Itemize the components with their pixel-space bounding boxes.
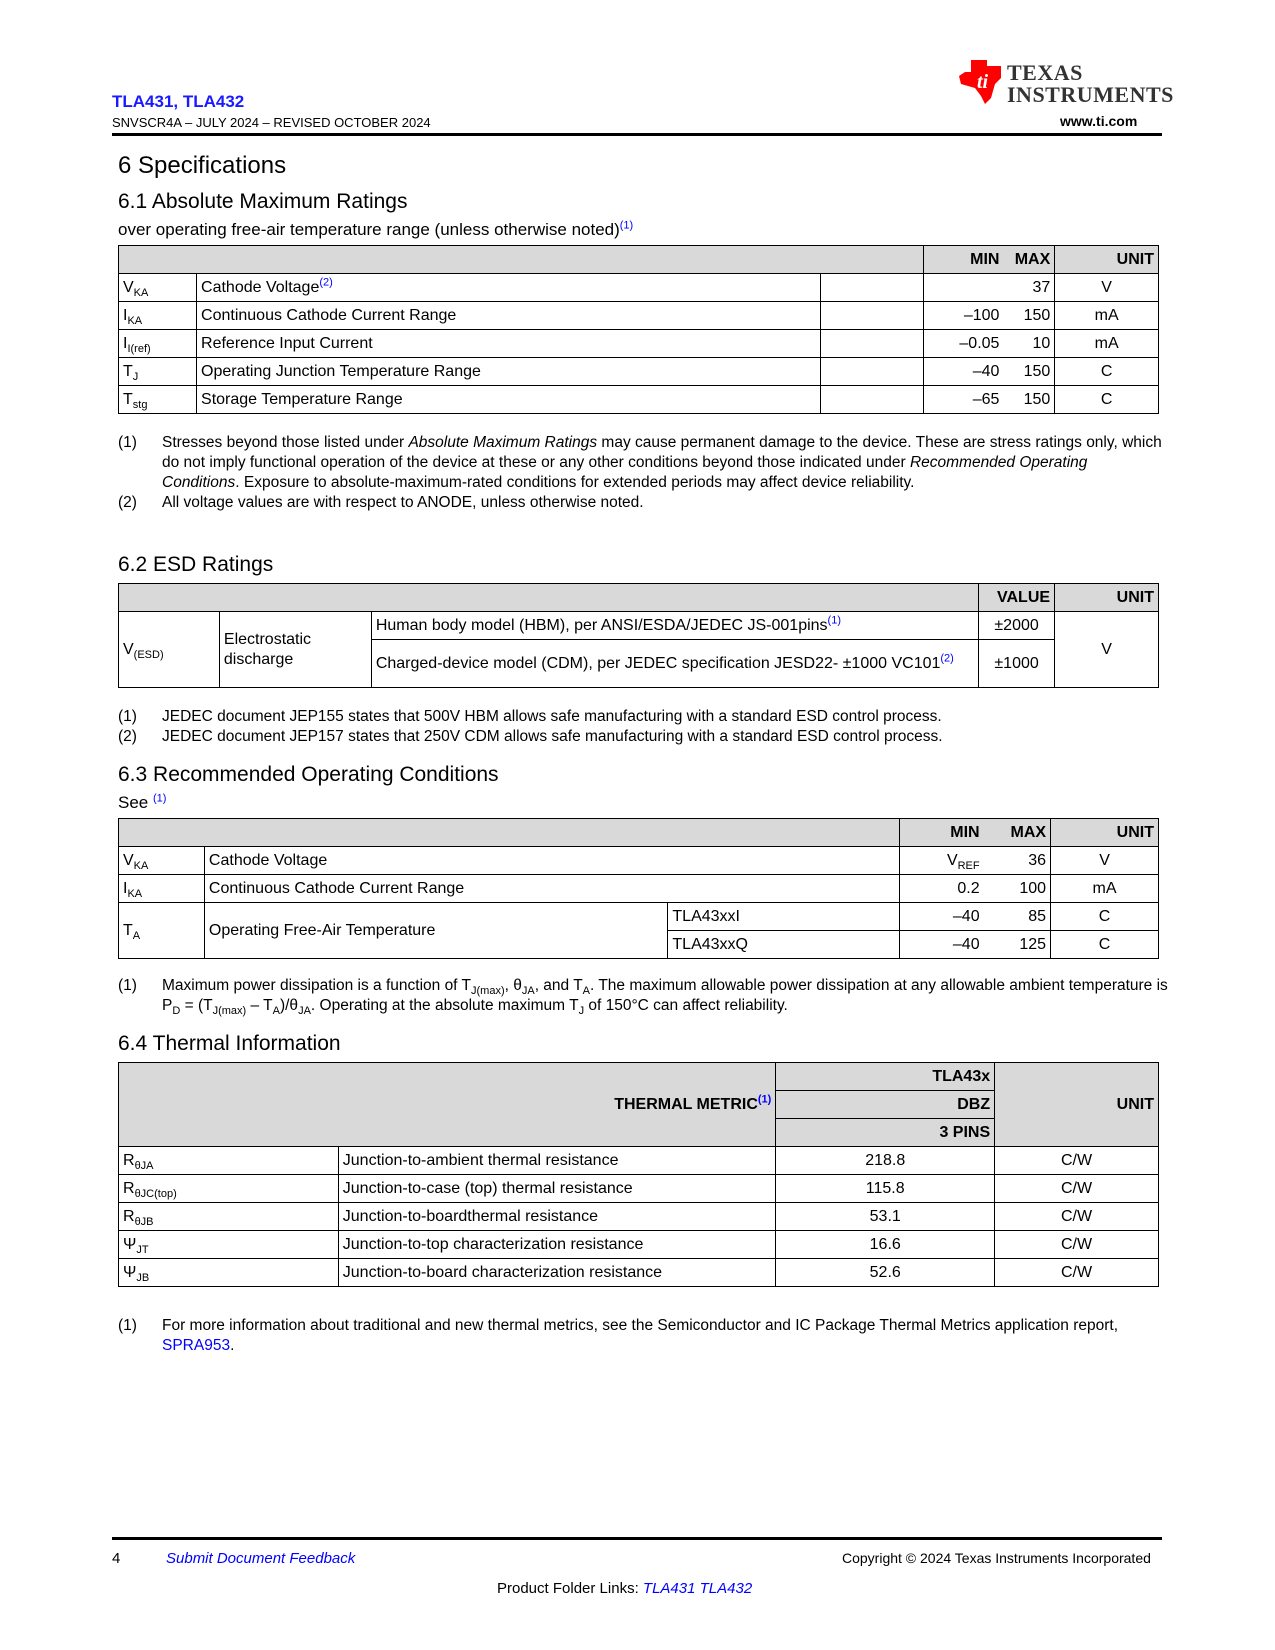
variant-cell: TLA43xxI (668, 903, 900, 931)
blank-cell (821, 358, 924, 386)
esd-value-cell: ±1000 (979, 640, 1055, 688)
footnote-ref[interactable]: (1) (619, 219, 634, 232)
symbol-cell: $V_{KA}$ (119, 274, 197, 302)
abs-max-table (118, 245, 1159, 414)
value-cell: 16.6 (776, 1231, 995, 1259)
min-cell: $V_{REF}$ (900, 847, 984, 875)
col-min: MIN (900, 819, 984, 847)
max-cell: 150 (1003, 386, 1054, 414)
symbol-cell: $R_{\theta JC(top)}$ (119, 1175, 339, 1203)
col-max: MAX (984, 819, 1051, 847)
symbol-cell: $R_{\theta JA}$ (119, 1147, 339, 1175)
footnote: (1) Maximum power dissipation is a function of $T_{J(max)}$, $\theta_{JA}$, and $T_A$. The maximum allowable power dissipation at any allowable ambient temperature is $P_D = (T_{J(max)} - T_A)/\theta_{JA}$. Operating at the absolute maximum $T_J$ of 150°C can affect reliability. (118, 977, 1168, 1018)
table-row (119, 875, 1159, 903)
unit-cell: V (1051, 847, 1159, 875)
col-min: MIN (923, 246, 1003, 274)
thermal-metric-header: THERMAL METRIC$^{(1)}$ (119, 1063, 776, 1147)
symbol-cell: $T_A$ (119, 903, 205, 959)
footnote-ref[interactable]: (1) (152, 792, 167, 805)
header-divider (112, 133, 1162, 136)
blank-cell (821, 330, 924, 358)
unit-cell: C (1051, 903, 1159, 931)
value-cell: 218.8 (776, 1147, 995, 1175)
symbol-cell: $I_{KA}$ (119, 302, 197, 330)
package-header: DBZ (776, 1091, 995, 1119)
symbol-cell: $I_{I(ref)}$ (119, 330, 197, 358)
folder-links-label: Product Folder Links: (497, 1580, 643, 1597)
table-row (119, 1231, 1159, 1259)
tla432-link[interactable]: TLA432 (699, 1580, 753, 1597)
col-unit: UNIT (1055, 246, 1159, 274)
section-title-esd: 6.2 ESD Ratings (118, 553, 274, 576)
abs-max-subtitle-text: over operating free-air temperature range (unless otherwise noted) (118, 220, 620, 239)
tla431-link[interactable]: TLA431 (642, 1580, 696, 1597)
symbol-cell: $T_{stg}$ (119, 386, 197, 414)
footnote: (1) For more information about traditional and new thermal metrics, see the Semiconductor and IC Package Thermal Metrics application report, SPRA953. (118, 1317, 1118, 1354)
blank-cell (821, 302, 924, 330)
site-url-link[interactable]: www.ti.com (1060, 113, 1138, 129)
table-row (119, 358, 1159, 386)
table-row (119, 274, 1159, 302)
symbol-cell: $I_{KA}$ (119, 875, 205, 903)
max-cell: 10 (1003, 330, 1054, 358)
desc-cell: Junction-to-top characterization resistance (338, 1231, 776, 1259)
min-cell: –100 (923, 302, 1003, 330)
copyright-text: Copyright © 2024 Texas Instruments Incorporated (842, 1550, 1151, 1566)
logo-word-instruments: INSTRUMENTS (1007, 82, 1174, 107)
document-title[interactable]: TLA431, TLA432 (112, 92, 245, 111)
min-cell: –65 (923, 386, 1003, 414)
value-cell: 115.8 (776, 1175, 995, 1203)
blank-cell (821, 274, 924, 302)
col-value: VALUE (979, 584, 1055, 612)
footnote: (1) JEDEC document JEP155 states that 500V HBM allows safe manufacturing with a standard ESD control process. (118, 708, 942, 725)
min-cell: 0.2 (900, 875, 984, 903)
variant-cell: TLA43xxQ (668, 931, 900, 959)
footnote: (2) All voltage values are with respect to ANODE, unless otherwise noted. (118, 494, 644, 511)
col-max: MAX (1003, 246, 1054, 274)
min-cell: –40 (900, 931, 984, 959)
section-title-specifications: 6 Specifications (118, 152, 287, 179)
esd-table (118, 583, 1159, 688)
thermal-table (118, 1062, 1159, 1287)
min-cell (923, 274, 1003, 302)
table-row (119, 612, 1159, 640)
param-cell: Continuous Cathode Current Range (204, 875, 899, 903)
max-cell: 37 (1003, 274, 1054, 302)
desc-cell: Junction-to-board characterization resistance (338, 1259, 776, 1287)
unit-cell: mA (1051, 875, 1159, 903)
param-cell: Operating Free-Air Temperature (204, 903, 667, 959)
table-row (119, 903, 1159, 931)
submit-feedback-link[interactable]: Submit Document Feedback (166, 1550, 356, 1567)
esd-header-blank (119, 584, 979, 612)
max-cell: 150 (1003, 358, 1054, 386)
param-cell: Cathode Voltage$^{(2)}$ (197, 274, 821, 302)
unit-cell: C/W (995, 1259, 1159, 1287)
esd-desc-cell: Human body model (HBM), per ANSI/ESDA/JEDEC JS-001pins$^{(1)}$ (371, 612, 978, 640)
roc-header-blank (119, 819, 900, 847)
min-cell: –40 (900, 903, 984, 931)
unit-cell: C/W (995, 1203, 1159, 1231)
symbol-cell: $T_J$ (119, 358, 197, 386)
abs-max-header-blank (119, 246, 924, 274)
footer-divider (112, 1537, 1162, 1540)
esd-value-cell: ±2000 (979, 612, 1055, 640)
symbol-cell: $R_{\theta JB}$ (119, 1203, 339, 1231)
product-folder-links (497, 1580, 752, 1597)
desc-cell: Junction-to-boardthermal resistance (338, 1203, 776, 1231)
max-cell: 125 (984, 931, 1051, 959)
unit-cell: C/W (995, 1147, 1159, 1175)
unit-cell: C/W (995, 1231, 1159, 1259)
device-header: TLA43x (776, 1063, 995, 1091)
table-row (119, 1259, 1159, 1287)
table-row (119, 1147, 1159, 1175)
section-title-abs-max: 6.1 Absolute Maximum Ratings (118, 190, 408, 213)
blank-cell (821, 386, 924, 414)
unit-cell: C (1055, 386, 1159, 414)
symbol-cell: $\Psi_{JB}$ (119, 1259, 339, 1287)
unit-cell: C (1051, 931, 1159, 959)
roc-table (118, 818, 1159, 959)
table-row (119, 302, 1159, 330)
esd-desc-cell: Charged-device model (CDM), per JEDEC specification JESD22- ±1000 VC101$^{(2)}$ (371, 640, 978, 688)
section-title-thermal: 6.4 Thermal Information (118, 1032, 341, 1055)
ti-logo[interactable] (957, 58, 1174, 110)
param-cell: Storage Temperature Range (197, 386, 821, 414)
max-cell: 36 (984, 847, 1051, 875)
min-cell: –40 (923, 358, 1003, 386)
param-cell: Reference Input Current (197, 330, 821, 358)
abs-max-subtitle (118, 220, 633, 240)
table-row (119, 1203, 1159, 1231)
logo-word-texas: TEXAS (1007, 60, 1083, 85)
esd-notes (118, 707, 1168, 747)
col-unit: UNIT (1051, 819, 1159, 847)
col-unit: UNIT (1055, 584, 1159, 612)
min-cell: –0.05 (923, 330, 1003, 358)
section-title-roc: 6.3 Recommended Operating Conditions (118, 763, 499, 786)
table-row (119, 330, 1159, 358)
footnote: (1) Stresses beyond those listed under Absolute Maximum Ratings may cause permanent damage to the device. These are stress ratings only, which do not imply functional operation of the device at these or any other conditions beyond those indicated under Recommended Operating Conditions. Exposure to absolute-maximum-rated conditions for extended periods may affect device reliability. (118, 434, 1162, 491)
pins-header: 3 PINS (776, 1119, 995, 1147)
desc-cell: Junction-to-ambient thermal resistance (338, 1147, 776, 1175)
unit-cell: V (1055, 612, 1159, 688)
svg-text:ti: ti (977, 71, 989, 93)
table-row (119, 386, 1159, 414)
table-row (119, 1175, 1159, 1203)
symbol-cell: $V_{KA}$ (119, 847, 205, 875)
max-cell: 150 (1003, 302, 1054, 330)
page-number: 4 (112, 1550, 121, 1567)
unit-cell: mA (1055, 330, 1159, 358)
footnote-ref[interactable]: (1) (827, 614, 841, 627)
desc-cell: Junction-to-case (top) thermal resistance (338, 1175, 776, 1203)
value-cell: 53.1 (776, 1203, 995, 1231)
unit-cell: C (1055, 358, 1159, 386)
unit-header: UNIT (995, 1063, 1159, 1147)
symbol-cell: $V_{(ESD)}$ (119, 612, 220, 688)
roc-see-note: See $^{(1)}$ (118, 792, 167, 812)
footnote: (2) JEDEC document JEP157 states that 250V CDM allows safe manufacturing with a standard ESD control process. (118, 728, 943, 745)
ti-state-logo-icon (957, 58, 1005, 106)
max-cell: 85 (984, 903, 1051, 931)
unit-cell: C/W (995, 1175, 1159, 1203)
symbol-cell: $\Psi_{JT}$ (119, 1231, 339, 1259)
esd-label-cell: Electrostatic discharge (219, 612, 371, 688)
param-cell: Operating Junction Temperature Range (197, 358, 821, 386)
unit-cell: V (1055, 274, 1159, 302)
param-cell: Cathode Voltage (204, 847, 899, 875)
max-cell: 100 (984, 875, 1051, 903)
abs-max-notes (118, 433, 1168, 513)
roc-notes (118, 976, 1168, 1016)
document-revision: SNVSCR4A – JULY 2024 – REVISED OCTOBER 2024 (112, 115, 431, 130)
footnote-ref[interactable]: (2) (319, 276, 333, 289)
footnote-ref[interactable]: (2) (940, 652, 954, 665)
value-cell: 52.6 (776, 1259, 995, 1287)
spra953-link[interactable]: SPRA953 (162, 1337, 231, 1354)
table-row (119, 847, 1159, 875)
footnote-ref[interactable]: (1) (757, 1093, 772, 1106)
unit-cell: mA (1055, 302, 1159, 330)
param-cell: Continuous Cathode Current Range (197, 302, 821, 330)
thermal-notes (118, 1316, 1168, 1356)
